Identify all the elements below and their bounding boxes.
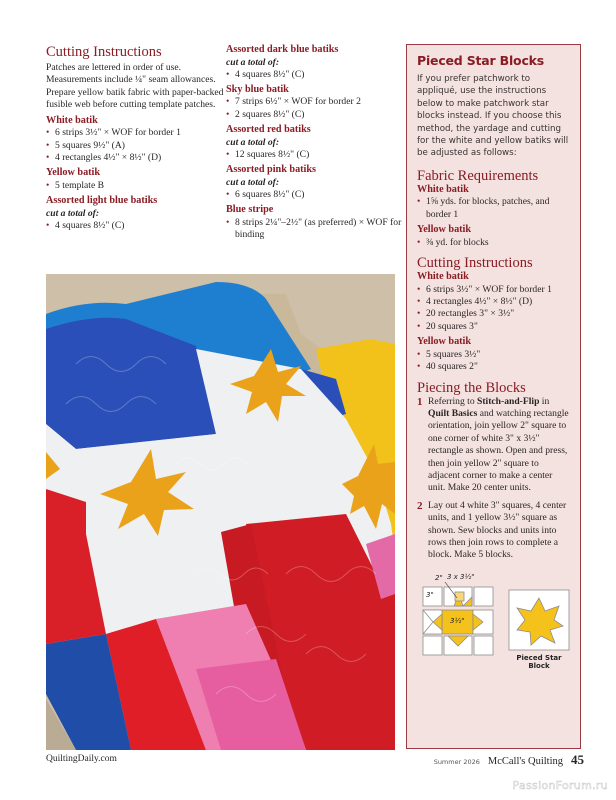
piecing-step-1: 1 Referring to Stitch-and-Flip in Quilt Basics and watching rectangle orientation, join yellow 2" square to one corner of white 3" x 3½" rectangle as shown. Open and press, then join yellow 2" square to adjacent corner to make a center unit. Make 20 center units. [417, 395, 569, 494]
cut-list [226, 217, 402, 242]
cut-item: • 4 squares 8½" (C) [226, 69, 402, 81]
fabric-heading: Assorted red batiks [226, 124, 311, 136]
label-3in: 3" [426, 590, 434, 599]
cut-item: • 5 template B [46, 180, 224, 192]
intro-paragraph: Patches are lettered in order of use. Measurements include ¼" seam allowances. Prepare yellow batik fabric with paper-backed fusible web before cutting template patches. [46, 62, 224, 111]
label-center-3half: 3½" [450, 616, 465, 625]
piecing-title: Piecing the Blocks [417, 379, 526, 396]
fabric-heading: Assorted light blue batiks [46, 195, 158, 207]
sidebar-intro: If you prefer patchwork to appliqué, use the instructions below to make patchwork star blocks instead. If you choose this method, the yardage and cutting for the white and yellow batiks will be adjusted as follows: [417, 74, 569, 159]
cut-item: • 5 squares 3½" [417, 349, 572, 361]
fabric-heading: Assorted dark blue batiks [226, 44, 339, 55]
cut-item: • 5 squares 9½" (A) [46, 140, 224, 152]
sidebar-title: Pieced Star Blocks [417, 53, 545, 68]
fabric-heading: Blue stripe [226, 204, 274, 216]
footer-website: QuiltingDaily.com [46, 754, 117, 764]
quilt-photo-illustration [46, 274, 395, 750]
piecing-step-2: 2 Lay out 4 white 3" squares, 4 center units, and 1 yellow 3½" square as shown. Sew blocks and units into rows then join rows to complete a block. Make 5 blocks. [417, 499, 567, 561]
watermark: PassionForum.ru [512, 779, 608, 792]
cut-list [226, 96, 402, 121]
fabric-heading: Yellow batik [417, 224, 472, 236]
cutting-instructions-continued [226, 44, 402, 244]
cut-total-note: cut a total of: [226, 136, 280, 148]
reference-quilt-basics: Quilt Basics [428, 407, 478, 419]
cut-item: • 6 strips 3½" × WOF for border 1 [46, 127, 224, 139]
fabric-heading: Yellow batik [46, 167, 101, 179]
page-number: 45 [571, 752, 584, 767]
cut-list [417, 349, 572, 374]
block-assembly-diagram [417, 570, 577, 666]
cutting-instructions-column [46, 44, 224, 235]
cut-item: • 6 strips 3½" × WOF for border 1 [417, 284, 572, 296]
cut-total-note: cut a total of: [226, 56, 280, 68]
fabric-item: • ⅜ yd. for blocks [417, 237, 572, 249]
cut-item: • 2 squares 8½" (C) [226, 109, 402, 121]
fabric-heading: White batik [417, 271, 469, 283]
fabric-heading: White batik [46, 114, 98, 126]
fabric-heading: White batik [417, 183, 469, 195]
cut-list [46, 127, 224, 164]
cut-item: • 20 squares 3" [417, 321, 572, 333]
issue-season: Summer 2026 [433, 758, 480, 766]
fabric-item: • 1⅝ yds. for blocks, patches, and border 1 [417, 196, 572, 221]
cut-item: • 40 squares 2" [417, 361, 572, 373]
cut-list [46, 180, 224, 192]
quilt-photo [46, 274, 395, 750]
cut-item: • 4 rectangles 4½" × 8½" (D) [46, 152, 224, 164]
piecing-diagram [417, 570, 572, 670]
step-number: 1 [417, 395, 423, 408]
fabric-heading: Yellow batik [417, 336, 472, 348]
cut-list [226, 149, 402, 161]
label-3x3half: 3 x 3½" [447, 572, 475, 581]
footer-folio [434, 752, 584, 768]
cut-total-note: cut a total of: [46, 207, 100, 219]
fabric-heading: Sky blue batik [226, 83, 289, 95]
sidebar-cutting-title: Cutting Instructions [417, 255, 533, 272]
cut-total-note: cut a total of: [226, 176, 280, 188]
fabric-requirements-title: Fabric Requirements [417, 167, 539, 184]
cut-item: • 20 rectangles 3" × 3½" [417, 308, 572, 320]
cut-item: • 8 strips 2¼"–2½" (as preferred) × WOF for binding [226, 217, 402, 242]
fabric-list [417, 196, 572, 221]
section-title: Cutting Instructions [46, 44, 162, 60]
cut-list [226, 189, 402, 201]
cut-list [46, 220, 224, 232]
cut-list [226, 69, 402, 81]
magazine-name: McCall's Quilting [487, 756, 563, 767]
fabric-heading: Assorted pink batiks [226, 164, 317, 176]
diagram-caption: Pieced Star Block [516, 653, 562, 670]
cut-item: • 7 strips 6½" × WOF for border 2 [226, 96, 402, 108]
pieced-star-blocks-sidebar [406, 44, 581, 749]
cut-item: • 4 rectangles 4½" × 8½" (D) [417, 296, 572, 308]
cut-item: • 6 squares 8½" (C) [226, 189, 402, 201]
fabric-list [417, 237, 572, 249]
cut-list [417, 284, 572, 334]
reference-stitch-and-flip: Stitch-and-Flip [477, 395, 540, 407]
label-2in: 2" [435, 573, 443, 582]
cut-item: • 4 squares 8½" (C) [46, 220, 224, 232]
step-number: 2 [417, 499, 423, 512]
cut-item: • 12 squares 8½" (C) [226, 149, 402, 161]
